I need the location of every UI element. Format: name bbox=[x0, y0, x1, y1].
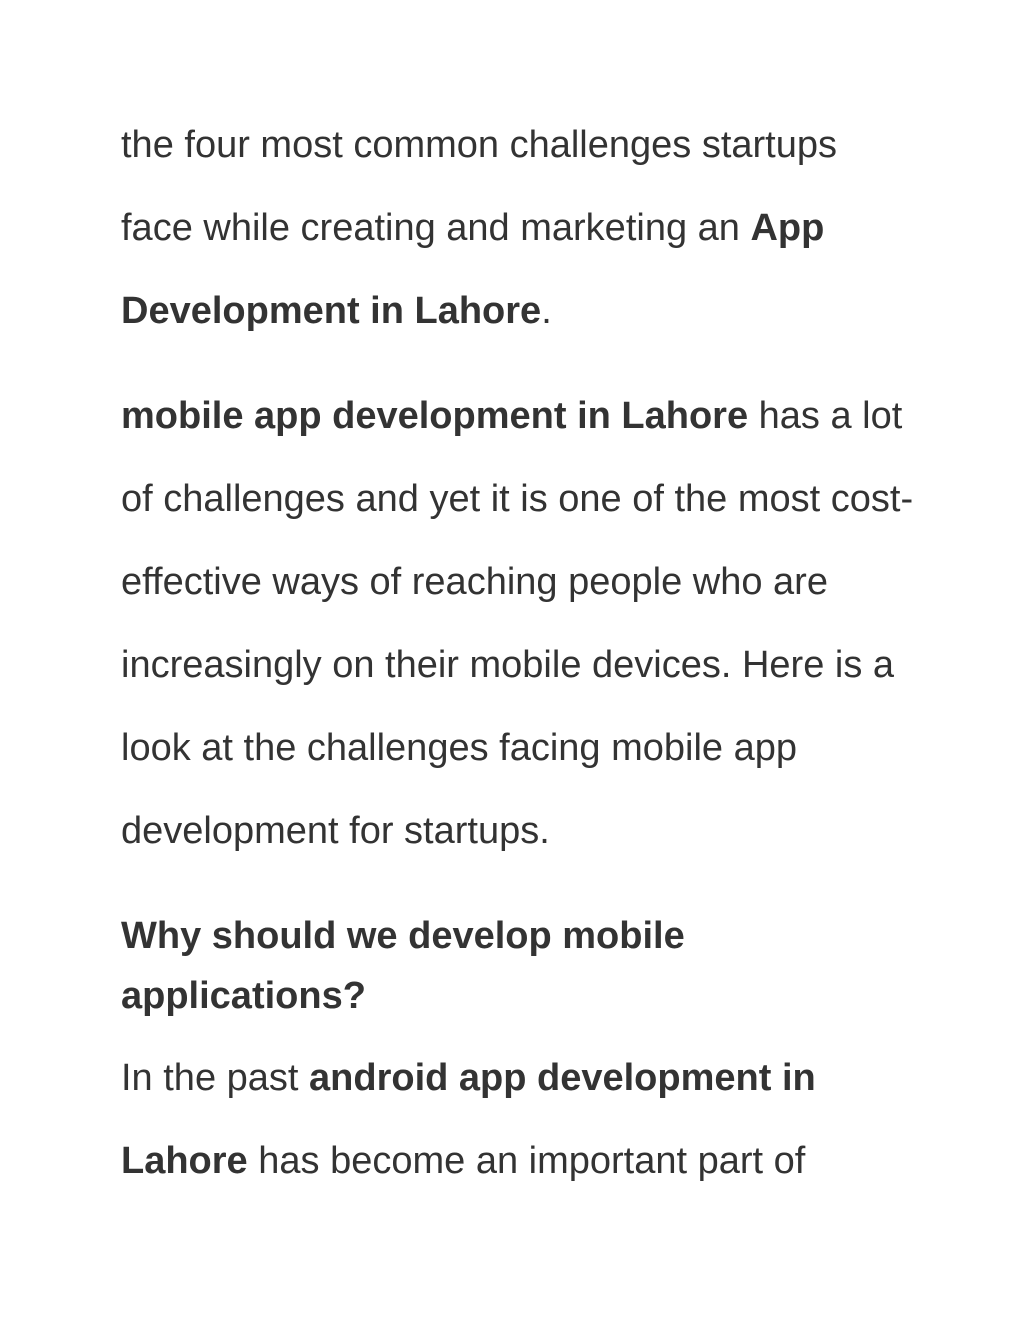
history-paragraph bbox=[121, 1037, 911, 1203]
intro-period: . bbox=[541, 290, 552, 332]
challenges-text: has a lot of challenges and yet it is one of the most cost-effective ways of reaching people who are increasingly on their mobile devices. Here is a look at the challenges facing mobile app development for startups. bbox=[121, 395, 914, 852]
intro-paragraph bbox=[121, 104, 911, 353]
challenges-paragraph bbox=[121, 375, 921, 873]
challenges-bold-keyword: mobile app development in Lahore bbox=[121, 395, 749, 437]
history-text-before: In the past bbox=[121, 1057, 310, 1099]
intro-bold-keyword: App Development in Lahore bbox=[121, 207, 825, 332]
document-page bbox=[121, 0, 921, 1325]
history-bold-keyword: android app development in Lahore bbox=[121, 1057, 816, 1182]
section-heading: Why should we develop mobile applications? bbox=[121, 915, 685, 1017]
history-text-after: has become an important part of bbox=[247, 1140, 806, 1182]
intro-text: the four most common challenges startups face while creating and marketing an bbox=[121, 124, 838, 249]
